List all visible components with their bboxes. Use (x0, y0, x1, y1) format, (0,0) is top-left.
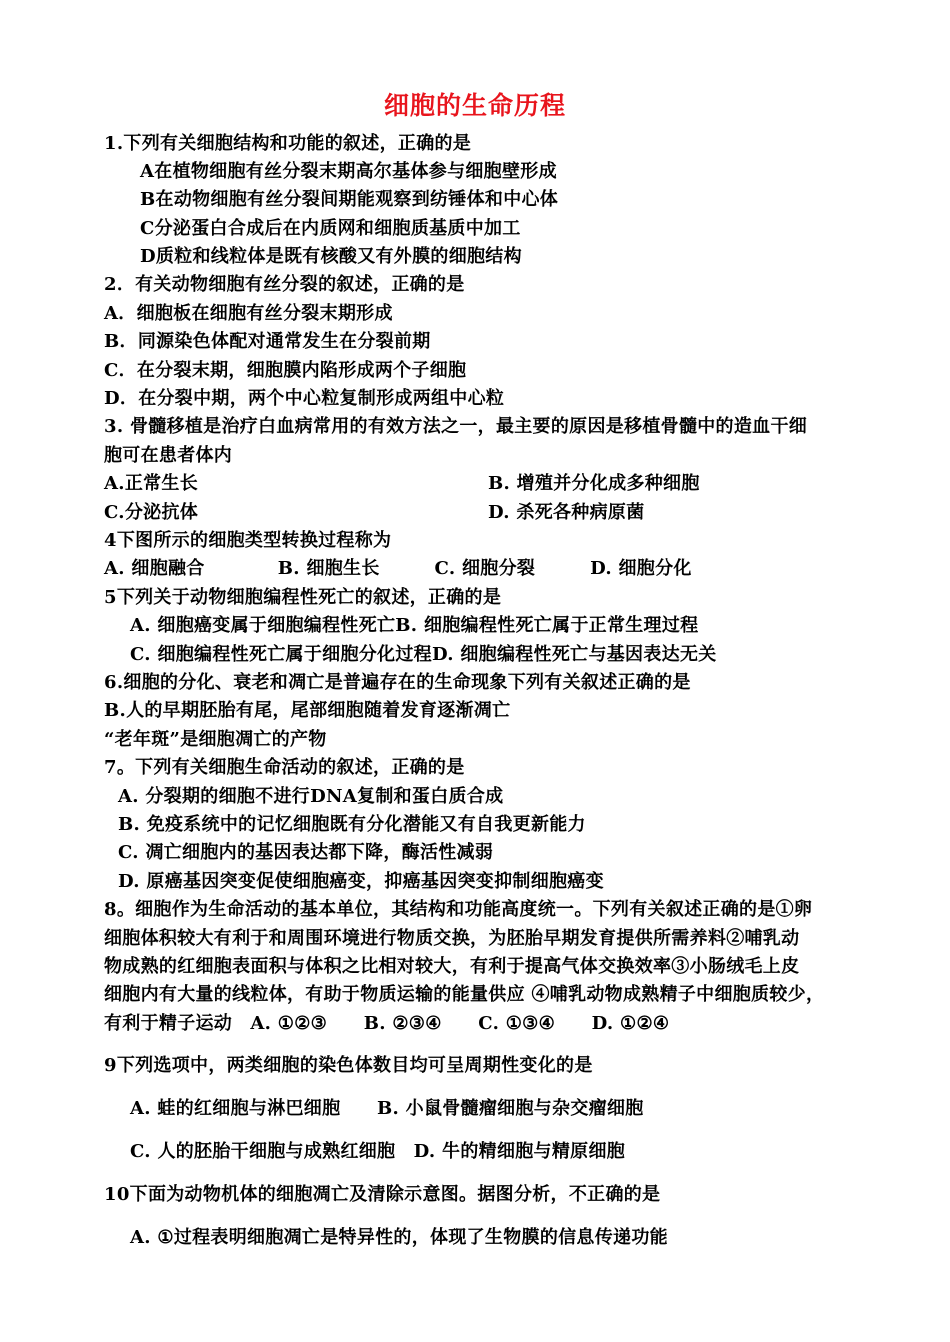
question-4-stem: 4下图所示的细胞类型转换过程称为 (104, 530, 392, 551)
question-2-option-b: B．同源染色体配对通常发生在分裂前期 (104, 331, 431, 352)
question-2-stem: 2．有关动物细胞有丝分裂的叙述，正确的是 (104, 274, 465, 295)
question-5-options-ab: A. 细胞癌变属于细胞编程性死亡B. 细胞编程性死亡属于正常生理过程 (130, 615, 699, 636)
question-8-stem-4: 细胞内有大量的线粒体，有助于物质运输的能量供应 ④哺乳动物成熟精子中细胞质较少， (104, 984, 825, 1005)
question-1-option-a: A在植物细胞有丝分裂末期高尔基体参与细胞壁形成 (140, 161, 557, 182)
question-7-stem: 7。下列有关细胞生命活动的叙述，正确的是 (104, 757, 465, 778)
question-7-option-b: B. 免疫系统中的记忆细胞既有分化潜能又有自我更新能力 (118, 814, 586, 835)
question-8-stem-2: 细胞体积较大有利于和周围环境进行物质交换，为胚胎早期发育提供所需养料②哺乳动 (104, 928, 800, 949)
question-10-stem: 10下面为动物机体的细胞凋亡及清除示意图。据图分析，不正确的是 (104, 1184, 661, 1205)
question-3-option-c: C.分泌抗体 (104, 502, 199, 523)
question-8-stem-1: 8。细胞作为生命活动的基本单位，其结构和功能高度统一。下列有关叙述正确的是①卵 (104, 899, 813, 920)
question-9-stem: 9下列选项中，两类细胞的染色体数目均可呈周期性变化的是 (104, 1055, 593, 1076)
question-10-option-a: A. ①过程表明细胞凋亡是特异性的，体现了生物膜的信息传递功能 (130, 1227, 668, 1248)
page-title: 细胞的生命历程 (383, 91, 566, 120)
question-2-option-a: A．细胞板在细胞有丝分裂末期形成 (104, 303, 393, 324)
question-7-option-c: C. 凋亡细胞内的基因表达都下降，酶活性减弱 (118, 842, 494, 863)
question-5-stem: 5下列关于动物细胞编程性死亡的叙述，正确的是 (104, 587, 502, 608)
question-5-options-cd: C. 细胞编程性死亡属于细胞分化过程D. 细胞编程性死亡与基因表达无关 (130, 644, 717, 665)
question-9-options-cd: C. 人的胚胎干细胞与成熟红细胞 D. 牛的精细胞与精原细胞 (130, 1141, 626, 1162)
question-6-option-b: B.人的早期胚胎有尾，尾部细胞随着发育逐渐凋亡 (104, 700, 511, 721)
question-3-stem: 3. 骨髓移植是治疗白血病常用的有效方法之一，最主要的原因是移植骨髓中的造血干细 (104, 416, 808, 437)
question-6-stem: 6.细胞的分化、衰老和凋亡是普遍存在的生命现象下列有关叙述正确的是 (104, 672, 691, 693)
question-7-option-a: A. 分裂期的细胞不进行DNA复制和蛋白质合成 (118, 786, 504, 807)
question-1-option-c: C分泌蛋白合成后在内质网和细胞质基质中加工 (140, 218, 521, 239)
question-4-options: A. 细胞融合 B. 细胞生长 C. 细胞分裂 D. 细胞分化 (104, 558, 692, 579)
question-1-stem: 1.下列有关细胞结构和功能的叙述，正确的是 (104, 133, 472, 154)
question-7-option-d: D. 原癌基因突变促使细胞癌变，抑癌基因突变抑制细胞癌变 (118, 871, 604, 892)
question-8-stem-3: 物成熟的红细胞表面积与体积之比相对较大，有利于提高气体交换效率③小肠绒毛上皮 (104, 956, 800, 977)
question-3-stem-cont: 胞可在患者体内 (104, 445, 233, 466)
question-1-option-b: B在动物细胞有丝分裂间期能观察到纺锤体和中心体 (140, 189, 559, 210)
question-3-option-b: B. 增殖并分化成多种细胞 (488, 473, 700, 494)
question-1-option-d: D质粒和线粒体是既有核酸又有外膜的细胞结构 (140, 246, 522, 267)
question-6-line: “老年斑”是细胞凋亡的产物 (104, 729, 327, 750)
question-9-options-ab: A. 蛙的红细胞与淋巴细胞 B. 小鼠骨髓瘤细胞与杂交瘤细胞 (130, 1098, 644, 1119)
question-3-option-d: D. 杀死各种病原菌 (488, 502, 645, 523)
question-8-options: 有利于精子运动 A. ①②③ B. ②③④ C. ①③④ D. ①②④ (104, 1013, 670, 1034)
question-2-option-c: C．在分裂末期，细胞膜内陷形成两个子细胞 (104, 360, 467, 381)
question-3-option-a: A.正常生长 (104, 473, 199, 494)
question-2-option-d: D．在分裂中期，两个中心粒复制形成两组中心粒 (104, 388, 505, 409)
